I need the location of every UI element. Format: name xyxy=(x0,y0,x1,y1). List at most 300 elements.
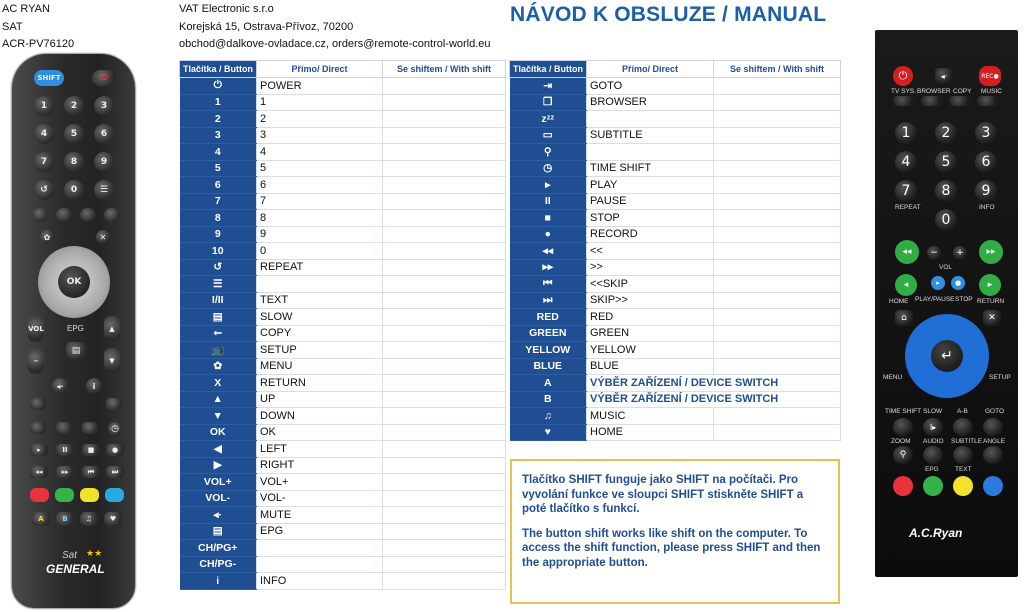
button-symbol-cell: OK xyxy=(180,424,257,441)
table-row xyxy=(510,177,841,194)
button-symbol-cell: ▶ xyxy=(180,457,257,474)
shift-function-cell xyxy=(383,523,506,540)
remote-label: TIME SHIFT xyxy=(885,408,922,415)
page-title: NÁVOD K OBSLUZE / MANUAL xyxy=(510,3,827,26)
remote-label: HOME xyxy=(889,298,909,305)
shift-function-cell xyxy=(714,144,841,161)
table-row xyxy=(510,144,841,161)
key xyxy=(923,446,943,464)
shift-function-cell xyxy=(383,325,506,342)
digit-key: 5 xyxy=(935,151,957,173)
shift-function-cell xyxy=(383,193,506,210)
remote-label: BROWSER xyxy=(917,88,951,95)
pause-icon: II xyxy=(56,444,74,456)
direct-function-cell: SETUP xyxy=(257,342,383,359)
remote-label: A-B xyxy=(957,408,968,415)
remote-label: SLOW xyxy=(923,408,943,415)
direct-function-cell: DOWN xyxy=(257,408,383,425)
shift-function-cell xyxy=(383,342,506,359)
small-key xyxy=(921,96,943,106)
shift-function-cell xyxy=(383,243,506,260)
table-row xyxy=(180,226,506,243)
button-symbol-cell: RED xyxy=(510,309,587,326)
table-row xyxy=(180,177,506,194)
ok-button: OK xyxy=(58,266,90,298)
direct-function-cell: COPY xyxy=(257,325,383,342)
close-icon: ✕ xyxy=(983,310,1001,326)
right-remote-image xyxy=(875,30,1018,577)
brand-line: AC RYAN xyxy=(2,3,50,15)
direct-function-cell: >> xyxy=(587,259,714,276)
table-row xyxy=(510,94,841,111)
table-row xyxy=(180,391,506,408)
button-symbol-cell: 5 xyxy=(180,160,257,177)
remote-label: TEXT xyxy=(955,466,972,473)
direct-function-cell: POWER xyxy=(257,78,383,95)
stop-icon: ● xyxy=(951,276,965,290)
shift-function-cell xyxy=(383,375,506,392)
direct-function-cell: 7 xyxy=(257,193,383,210)
digit-key: 3 xyxy=(975,122,997,144)
table-row xyxy=(510,408,841,425)
key xyxy=(983,418,1003,436)
button-symbol-cell: YELLOW xyxy=(510,342,587,359)
remote-label: SETUP xyxy=(989,374,1011,381)
digit-key: 1 xyxy=(895,122,917,144)
button-symbol-cell: ▸▸ xyxy=(510,259,587,276)
button-symbol-cell: 3 xyxy=(180,127,257,144)
direct-function-cell: GOTO xyxy=(587,78,714,95)
shift-function-cell xyxy=(383,540,506,557)
direct-function-cell: LEFT xyxy=(257,441,383,458)
direct-function-cell xyxy=(257,276,383,293)
table-row xyxy=(510,358,841,375)
shift-function-cell xyxy=(383,127,506,144)
shift-function-cell xyxy=(383,160,506,177)
table-row xyxy=(180,127,506,144)
table-row xyxy=(180,144,506,161)
button-symbol-cell: ◀ xyxy=(180,441,257,458)
forward-icon: ▸▸ xyxy=(56,466,74,478)
direct-function-cell xyxy=(257,540,383,557)
model-line: ACR-PV76120 xyxy=(2,38,75,50)
button-symbol-cell: ☰ xyxy=(180,276,257,293)
button-symbol-cell: ■ xyxy=(510,210,587,227)
button-symbol-cell: ❐ xyxy=(510,94,587,111)
key xyxy=(893,418,913,436)
letter-key: A xyxy=(32,512,50,526)
note-czech: Tlačítko SHIFT funguje jako SHIFT na počítači. Pro vyvolání funkce ve sloupci SHIFT stiskněte SHIFT a poté tlačítko s funkcí. xyxy=(522,474,804,515)
model-info xyxy=(2,1,74,54)
shift-function-cell xyxy=(714,226,841,243)
direct-function-cell: 6 xyxy=(257,177,383,194)
repeat-icon: ↺ xyxy=(34,180,54,200)
button-symbol-cell: 6 xyxy=(180,177,257,194)
col-direct-header: Přímo/ Direct xyxy=(257,61,383,78)
table-row xyxy=(180,490,506,507)
button-symbol-cell: ⏻ xyxy=(180,78,257,95)
button-symbol-cell: BLUE xyxy=(510,358,587,375)
table-row xyxy=(180,309,506,326)
direct-function-cell: REPEAT xyxy=(257,259,383,276)
shift-function-cell xyxy=(714,342,841,359)
small-key xyxy=(106,398,122,410)
shift-function-cell xyxy=(383,309,506,326)
table-row xyxy=(180,540,506,557)
direct-function-cell: 8 xyxy=(257,210,383,227)
mute-icon: ◂· xyxy=(935,68,953,84)
table-row xyxy=(510,193,841,210)
digit-key: 3 xyxy=(94,96,114,116)
green-next-key: ▸▸ xyxy=(979,240,1003,264)
shift-function-cell xyxy=(714,325,841,342)
table-row xyxy=(180,78,506,95)
shift-function-cell xyxy=(383,556,506,573)
enter-icon: ↵ xyxy=(931,340,963,372)
heart-icon: ♥ xyxy=(104,512,122,526)
small-key xyxy=(82,422,98,434)
color-key xyxy=(953,476,973,496)
table-row xyxy=(510,78,841,95)
general-logo: GENERAL xyxy=(46,562,105,576)
sat-logo: Sat xyxy=(62,550,78,561)
col-shift-header: Se shiftem / With shift xyxy=(714,61,841,78)
zoom-icon: ⚲ xyxy=(893,446,913,464)
shift-function-cell xyxy=(714,424,841,441)
vol-up-key: + xyxy=(953,246,967,260)
digit-key: 8 xyxy=(64,152,84,172)
timeshift-icon: ◷ xyxy=(108,422,122,436)
shift-function-cell xyxy=(383,507,506,524)
shift-function-cell xyxy=(714,276,841,293)
direct-function-cell: VOL+ xyxy=(257,474,383,491)
button-symbol-cell: B xyxy=(510,391,587,408)
button-symbol-cell: CH/PG- xyxy=(180,556,257,573)
button-symbol-cell: VOL- xyxy=(180,490,257,507)
remote-label: MENU xyxy=(883,374,903,381)
button-symbol-cell: ▸ xyxy=(510,177,587,194)
table-row xyxy=(180,111,506,128)
small-key xyxy=(56,422,72,434)
table-header-row xyxy=(510,61,841,78)
shift-function-cell xyxy=(714,177,841,194)
digit-key: 8 xyxy=(935,180,957,202)
button-symbol-cell: ▤ xyxy=(180,523,257,540)
table-row xyxy=(510,391,841,408)
direct-function-cell: SKIP>> xyxy=(587,292,714,309)
shift-function-cell xyxy=(714,193,841,210)
table-row xyxy=(180,193,506,210)
digit-key: 6 xyxy=(94,124,114,144)
device-switch-cell: VÝBĚR ZAŘÍZENÍ / DEVICE SWITCH xyxy=(587,375,841,392)
green-key: ◂ xyxy=(895,274,917,296)
color-key xyxy=(105,488,124,502)
direct-function-cell: RECORD xyxy=(587,226,714,243)
shift-function-cell xyxy=(383,358,506,375)
shift-note-box xyxy=(510,459,840,604)
direct-function-cell: RIGHT xyxy=(257,457,383,474)
color-key xyxy=(893,476,913,496)
shift-function-cell xyxy=(383,276,506,293)
direct-function-cell: INFO xyxy=(257,573,383,590)
button-symbol-cell: 8 xyxy=(180,210,257,227)
key xyxy=(983,446,1003,464)
button-symbol-cell: A xyxy=(510,375,587,392)
button-symbol-cell: ⏭ xyxy=(510,292,587,309)
digit-key: 5 xyxy=(64,124,84,144)
digit-key: 0 xyxy=(64,180,84,200)
shift-function-cell xyxy=(714,358,841,375)
remote-label: AUDIO xyxy=(923,438,944,445)
direct-function-cell xyxy=(587,111,714,128)
shift-function-cell xyxy=(383,292,506,309)
shift-button: SHIFT xyxy=(34,70,64,86)
shift-function-cell xyxy=(383,441,506,458)
company-info xyxy=(179,1,491,54)
remote-label: COPY xyxy=(953,88,972,95)
table-row xyxy=(180,94,506,111)
col-direct-header: Přímo/ Direct xyxy=(587,61,714,78)
letter-key: B xyxy=(56,512,74,526)
button-symbol-cell: ⇥ xyxy=(510,78,587,95)
direct-function-cell: SLOW xyxy=(257,309,383,326)
table-header-row xyxy=(180,61,506,78)
table-row xyxy=(180,325,506,342)
table-row xyxy=(180,342,506,359)
direct-function-cell: 4 xyxy=(257,144,383,161)
direct-function-cell: SUBTITLE xyxy=(587,127,714,144)
remote-label: ZOOM xyxy=(891,438,911,445)
button-symbol-cell: 1 xyxy=(180,94,257,111)
table-row xyxy=(180,507,506,524)
button-symbol-cell: zᶻᶻ xyxy=(510,111,587,128)
button-symbol-cell: 7 xyxy=(180,193,257,210)
button-symbol-cell: 📺 xyxy=(180,342,257,359)
play-icon: ▸ xyxy=(30,444,48,456)
company-address: Korejská 15, Ostrava-Přívoz, 70200 xyxy=(179,20,354,33)
acryan-logo: A.C.Ryan xyxy=(909,526,963,540)
table-row xyxy=(180,358,506,375)
shift-function-cell xyxy=(714,78,841,95)
small-key xyxy=(30,398,46,410)
button-symbol-cell: i xyxy=(180,573,257,590)
button-symbol-cell: CH/PG+ xyxy=(180,540,257,557)
shift-function-cell xyxy=(714,160,841,177)
small-key xyxy=(56,208,72,222)
skip-back-icon: ⏮ xyxy=(82,466,100,478)
vol-up-key: VOL xyxy=(28,316,44,342)
table-row xyxy=(510,424,841,441)
digit-key: 7 xyxy=(34,152,54,172)
close-icon: ✕ xyxy=(96,230,110,244)
direct-function-cell: 1 xyxy=(257,94,383,111)
button-symbol-cell: ▭ xyxy=(510,127,587,144)
direct-function-cell: YELLOW xyxy=(587,342,714,359)
small-key xyxy=(32,208,48,222)
table-row xyxy=(510,226,841,243)
digit-key: 7 xyxy=(895,180,917,202)
shift-function-cell xyxy=(383,259,506,276)
vol-down-key: − xyxy=(28,348,44,374)
button-symbol-cell: 10 xyxy=(180,243,257,260)
direct-function-cell: 0 xyxy=(257,243,383,260)
shift-function-cell xyxy=(383,424,506,441)
digit-key: 0 xyxy=(935,209,957,231)
shift-function-cell xyxy=(714,292,841,309)
shift-function-cell xyxy=(714,309,841,326)
direct-function-cell xyxy=(257,556,383,573)
button-symbol-cell: 9 xyxy=(180,226,257,243)
digit-key: 4 xyxy=(895,151,917,173)
button-symbol-cell: 4 xyxy=(180,144,257,161)
remote-label: TV SYS. xyxy=(891,88,916,95)
mute-icon: ◂· xyxy=(52,378,68,394)
table-row xyxy=(180,523,506,540)
remote-label: REPEAT xyxy=(895,204,921,211)
slow-icon: I▸ xyxy=(923,418,943,436)
shift-function-cell xyxy=(714,210,841,227)
note-english: The button shift works like shift on the computer. To access the shift function, please press SHIFT and then the appropriate button. xyxy=(522,527,821,569)
left-function-table xyxy=(179,60,506,590)
direct-function-cell: 5 xyxy=(257,160,383,177)
small-key xyxy=(80,208,96,222)
small-key xyxy=(949,96,971,106)
green-prev-key: ◂◂ xyxy=(895,240,919,264)
shift-function-cell xyxy=(383,474,506,491)
table-row xyxy=(180,441,506,458)
table-row xyxy=(510,292,841,309)
remote-label: RETURN xyxy=(977,298,1005,305)
direct-function-cell: <<SKIP xyxy=(587,276,714,293)
direct-function-cell: 2 xyxy=(257,111,383,128)
green-key: ▸ xyxy=(979,274,1001,296)
direct-function-cell: TIME SHIFT xyxy=(587,160,714,177)
remote-label: SUBTITLE xyxy=(951,438,983,445)
direct-function-cell: MUTE xyxy=(257,507,383,524)
small-key xyxy=(104,208,120,222)
epg-key-icon: ▤ xyxy=(66,342,86,360)
record-icon: ● xyxy=(106,444,124,456)
key xyxy=(953,446,973,464)
table-row xyxy=(180,424,506,441)
button-symbol-cell: II xyxy=(510,193,587,210)
table-row xyxy=(510,375,841,392)
digit-key: 9 xyxy=(975,180,997,202)
company-email: obchod@dalkove-ovladace.cz, orders@remote-control-world.eu xyxy=(179,38,491,50)
button-symbol-cell: I/II xyxy=(180,292,257,309)
shift-function-cell xyxy=(383,94,506,111)
ch-down-key: ▼ xyxy=(104,348,120,374)
shift-function-cell xyxy=(383,78,506,95)
table-row xyxy=(180,573,506,590)
skip-forward-icon: ⏭ xyxy=(106,466,124,478)
button-symbol-cell: ⚲ xyxy=(510,144,587,161)
direct-function-cell: PLAY xyxy=(587,177,714,194)
digit-key: 6 xyxy=(975,151,997,173)
remote-label: VOL xyxy=(939,264,953,271)
right-function-table xyxy=(509,60,841,441)
shift-function-cell xyxy=(383,457,506,474)
digit-key: 2 xyxy=(64,96,84,116)
table-row xyxy=(510,259,841,276)
play-pause-icon: ▸ xyxy=(931,276,945,290)
table-row xyxy=(180,292,506,309)
button-symbol-cell: 2 xyxy=(180,111,257,128)
table-row xyxy=(180,243,506,260)
shift-function-cell xyxy=(383,408,506,425)
direct-function-cell: BLUE xyxy=(587,358,714,375)
digit-key: 1 xyxy=(34,96,54,116)
button-symbol-cell: GREEN xyxy=(510,325,587,342)
table-row xyxy=(510,127,841,144)
button-symbol-cell: ⭠ xyxy=(180,325,257,342)
col-button-header: Tlačítka / Button xyxy=(510,61,587,78)
color-key xyxy=(30,488,49,502)
table-row xyxy=(510,210,841,227)
col-shift-header: Se shiftem / With shift xyxy=(383,61,506,78)
device-switch-cell: VÝBĚR ZAŘÍZENÍ / DEVICE SWITCH xyxy=(587,391,841,408)
remote-label: PLAY/PAUSE xyxy=(915,296,955,303)
direct-function-cell: RED xyxy=(587,309,714,326)
power-icon: ⏻ xyxy=(92,70,116,86)
small-key xyxy=(893,96,915,106)
remote-label: MUSIC xyxy=(981,88,1002,95)
direct-function-cell: MUSIC xyxy=(587,408,714,425)
setup-gear-icon: ✿ xyxy=(40,230,54,244)
remote-label: EPG xyxy=(925,466,939,473)
table-row xyxy=(180,276,506,293)
direct-function-cell: TEXT xyxy=(257,292,383,309)
shift-function-cell xyxy=(383,573,506,590)
table-row xyxy=(180,556,506,573)
table-row xyxy=(180,375,506,392)
shift-function-cell xyxy=(383,226,506,243)
col-button-header: Tlačítka / Button xyxy=(180,61,257,78)
button-symbol-cell: ♥ xyxy=(510,424,587,441)
epg-label: EPG xyxy=(67,324,84,333)
color-key xyxy=(55,488,74,502)
remote-label: INFO xyxy=(979,204,995,211)
table-row xyxy=(510,160,841,177)
direct-function-cell: BROWSER xyxy=(587,94,714,111)
info-icon: i xyxy=(86,378,102,394)
button-symbol-cell: ⏮ xyxy=(510,276,587,293)
button-symbol-cell: ◂· xyxy=(180,507,257,524)
button-symbol-cell: ◂◂ xyxy=(510,243,587,260)
vol-down-key: − xyxy=(927,246,941,260)
table-row xyxy=(510,309,841,326)
table-row xyxy=(510,276,841,293)
shift-function-cell xyxy=(383,210,506,227)
direct-function-cell: STOP xyxy=(587,210,714,227)
table-row xyxy=(510,111,841,128)
remote-label: STOP xyxy=(955,296,973,303)
table-row xyxy=(510,325,841,342)
rec-button: REC● xyxy=(979,66,1001,86)
power-icon: ⏻ xyxy=(893,66,913,86)
shift-function-cell xyxy=(714,111,841,128)
direct-function-cell: 3 xyxy=(257,127,383,144)
shift-function-cell xyxy=(714,259,841,276)
button-symbol-cell: ▲ xyxy=(180,391,257,408)
rewind-icon: ◂◂ xyxy=(30,466,48,478)
music-icon: ♫ xyxy=(80,512,98,526)
small-key xyxy=(30,422,46,434)
company-name: VAT Electronic s.r.o xyxy=(179,3,274,15)
digit-key: 2 xyxy=(935,122,957,144)
direct-function-cell: 9 xyxy=(257,226,383,243)
shift-function-cell xyxy=(714,243,841,260)
